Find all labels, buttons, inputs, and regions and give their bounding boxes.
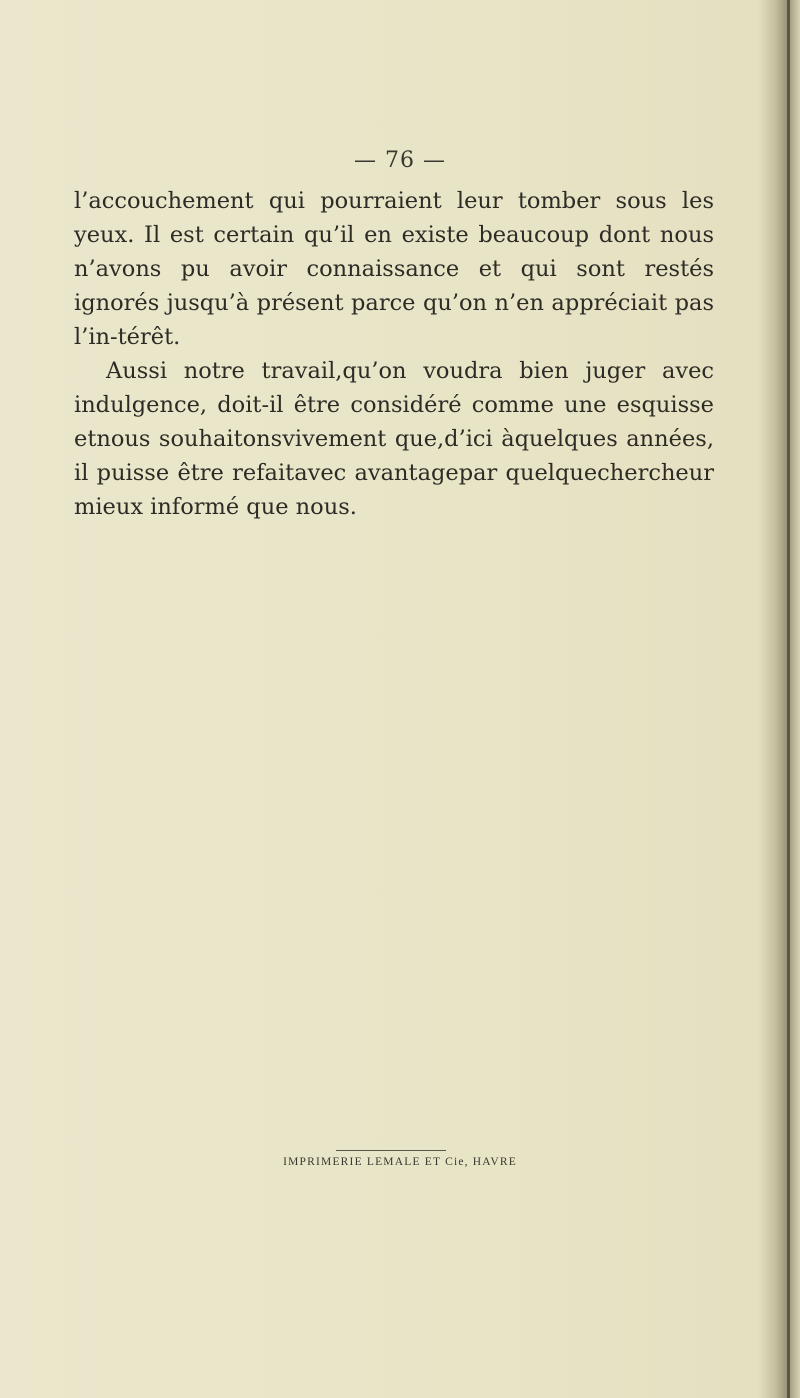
printer-imprint: IMPRIMERIE LEMALE ET Cie, HAVRE xyxy=(283,1156,517,1168)
page-edge-line xyxy=(787,0,790,1398)
imprint-rule xyxy=(336,1150,446,1151)
page-edge-shadow xyxy=(758,0,800,1398)
paragraph-1: l’accouchement qui pourraient leur tomber sous les yeux. Il est certain qu’il en existe beaucoup dont nous n’avons pu avoir connaissance et qui sont restés ignorés jusqu’à présent parce qu’on n’en appréciait pas l’in-térêt. xyxy=(74,188,714,350)
paragraph-2: Aussi notre travail,qu’on voudra bien juger avec indulgence, doit-il être considéré comme une esquisse etnous souhaitonsvivement que,d’ici àquelques années, il puisse être refaitavec avantagepar quelquechercheur mieux informé que nous. xyxy=(74,358,714,520)
body-text xyxy=(74,184,714,524)
page-number: — 76 — xyxy=(354,148,446,173)
